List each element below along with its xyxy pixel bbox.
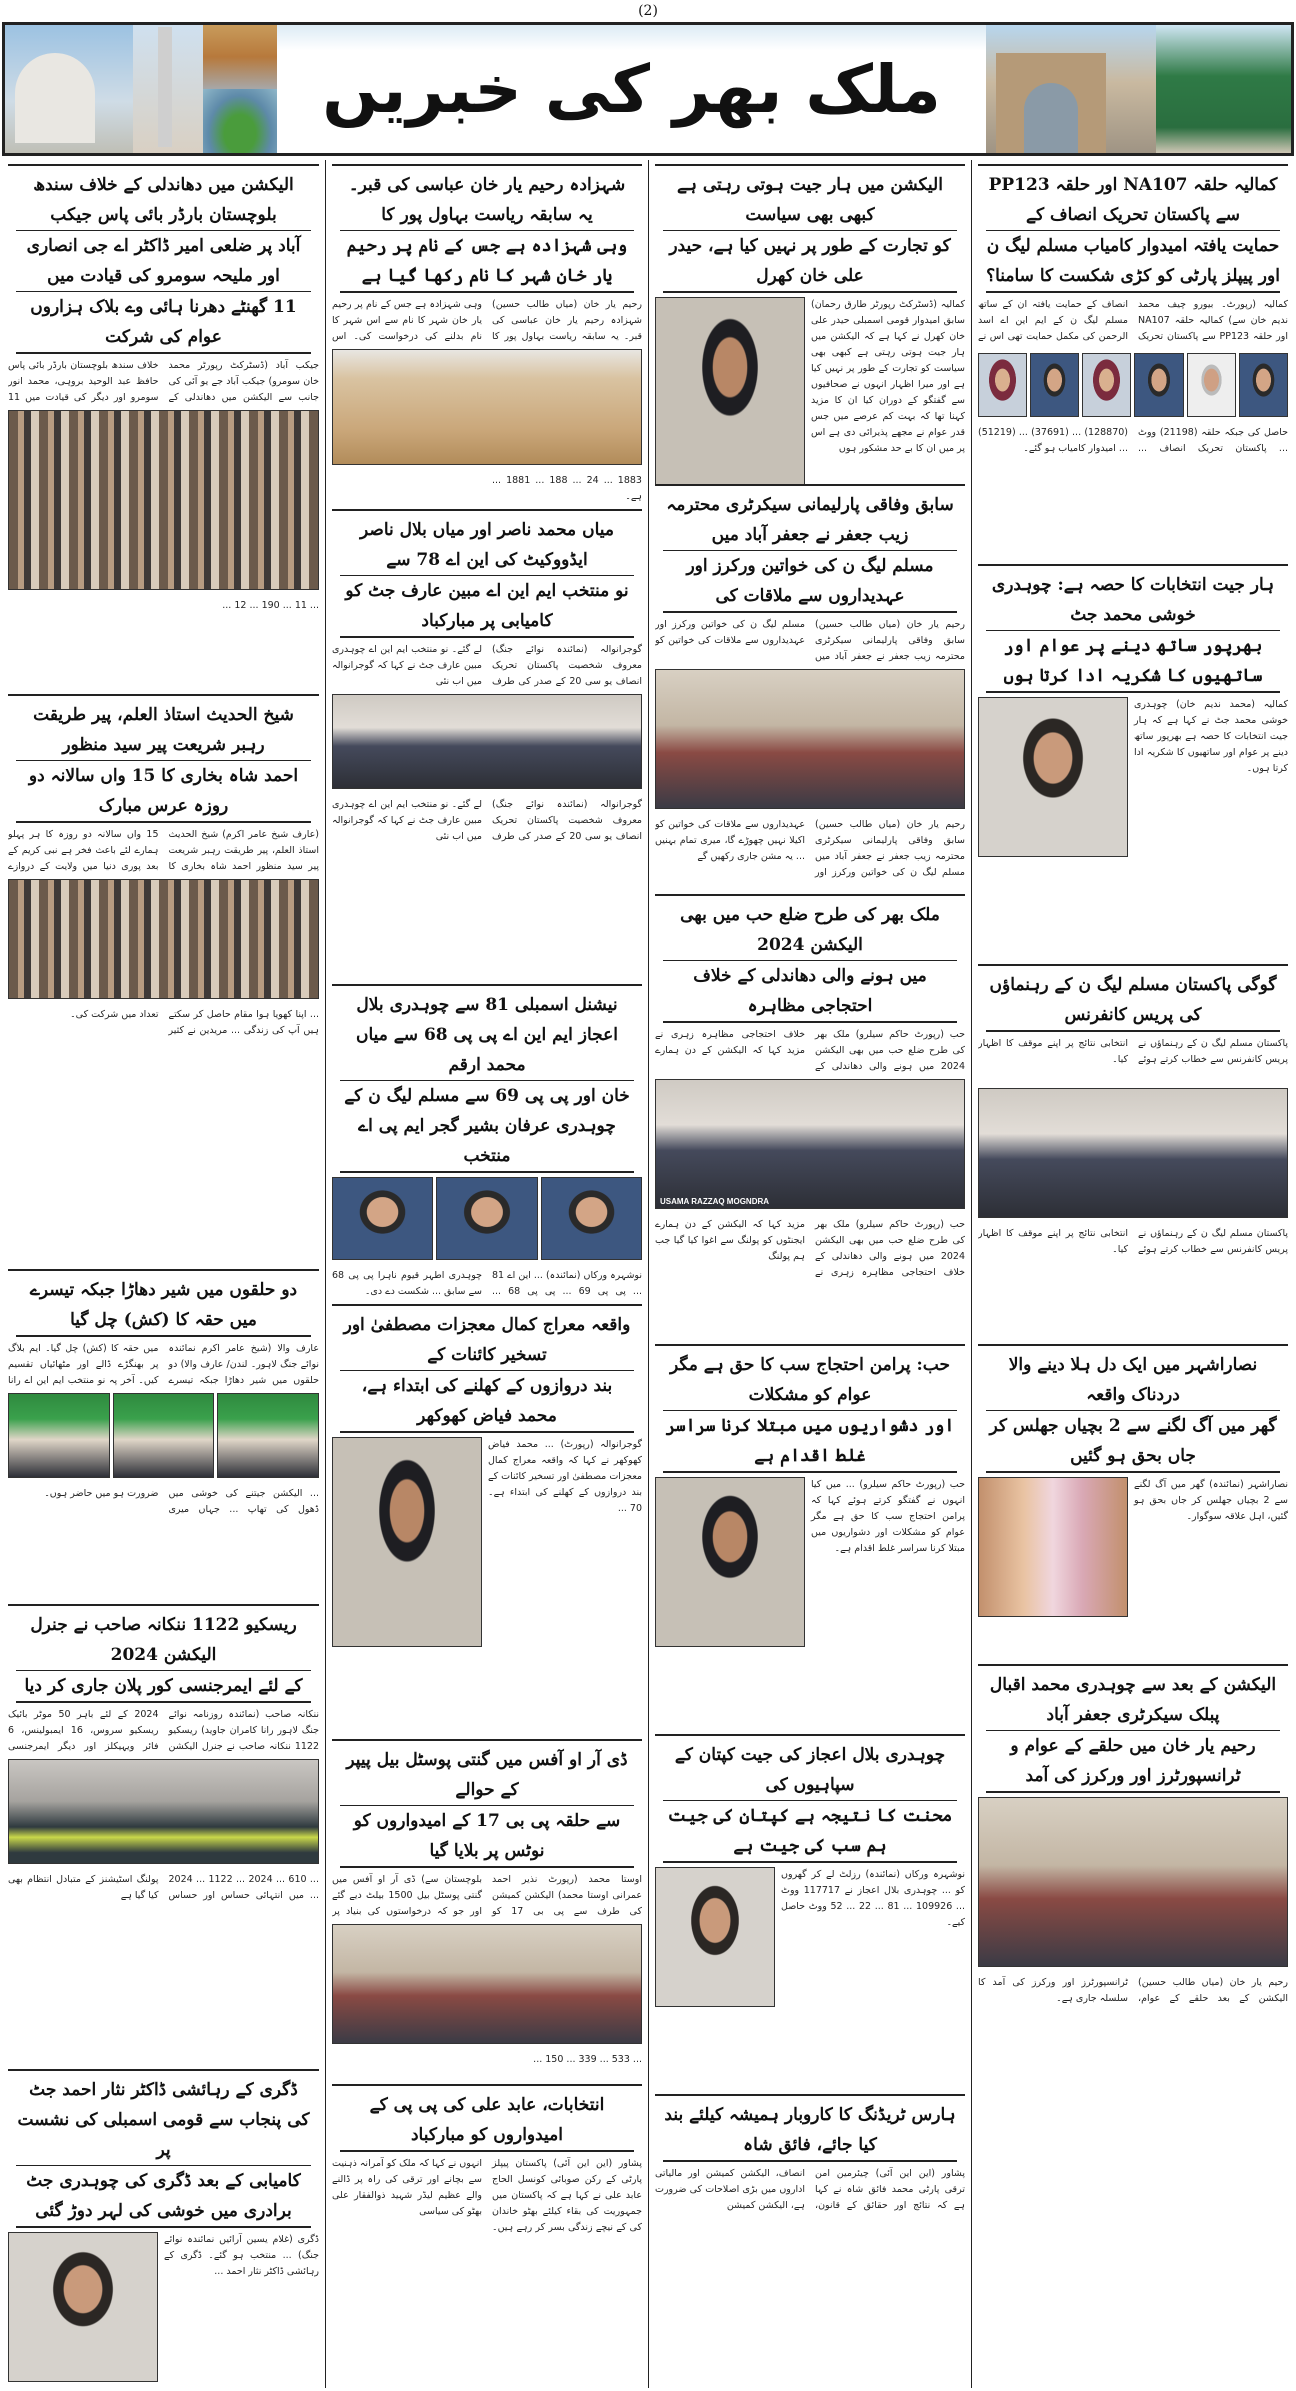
meeting-photo xyxy=(332,1924,642,2044)
story-body: رحیم یار خان (میاں طالب حسین) الیکشن کے بعد حلقے کے عوام، ٹرانسپورٹرز اور ورکرز کی آمد کا سلسلہ جاری ہے۔ xyxy=(978,1977,1288,2004)
story-body-continued: ... 11 ... 190 ... 12 ... xyxy=(222,600,319,611)
rescue-meeting-photo xyxy=(8,1759,319,1864)
story-body: عارف والا (شیخ عامر اکرم نمائندہ نوائے جنگ لاہور۔ لندن/ عارف والا) دو حلقوں میں شیر دھاڑا جبکہ تیسرے میں حقہ کا (کش) چل گیا۔ ایم بلاگ پر بھنگڑے ڈالے اور مٹھائیاں تقسیم کیں۔ آخر پہ نو منتخب ایم این اے رانا xyxy=(8,1343,319,1386)
story-chaudhry-iqbal[interactable] xyxy=(978,1664,1288,2384)
cricket-stadium-image xyxy=(203,89,277,153)
story-meraj[interactable] xyxy=(332,1304,642,1739)
mazar-e-quaid-image xyxy=(5,25,133,153)
minar-e-pakistan-image xyxy=(133,25,203,153)
story-body-continued: ... اپنا کھویا ہوا مقام حاصل کر سکتے ہیں آپ کی زندگی ... مریدین نے کثیر تعداد میں شرکت کی۔ xyxy=(70,1009,319,1036)
candidate-photo xyxy=(1082,353,1131,417)
lake-resort-image xyxy=(203,25,277,89)
story-rescue-1122[interactable] xyxy=(8,1604,319,2069)
story-body-continued: پاکستان مسلم لیگ ن کے رہنماؤں نے پریس کانفرنس سے خطاب کرتے ہوئے انتخابی نتائج پر اپنے موقف کا اظہار کیا۔ xyxy=(978,1228,1288,1255)
winner-photo xyxy=(332,1177,433,1260)
masthead xyxy=(2,22,1294,156)
portrait-photo xyxy=(655,1867,775,2007)
candidate-photo xyxy=(1239,353,1288,417)
headline: دو حلقوں میں شیر دھاڑا جبکہ تیسرے میں حقہ کا (کش) چل گیا xyxy=(8,1275,319,1337)
candidate-photo xyxy=(1030,353,1079,417)
headline: واقعہ معراج کمال معجزات مصطفیٰ اور تسخیر کائنات کے بند دروازوں کے کھلنے کی ابتداء ہے، محمد فیاض کھوکھر xyxy=(332,1310,642,1433)
story-body: ڈگری (غلام یسین آرائیں نمائندہ نوائے جنگ) ... منتخب ہو گئے۔ ڈگری کے رہائشی ڈاکٹر نثار احمد ... xyxy=(164,2234,319,2277)
story-body: ننکانہ صاحب (نمائندہ روزنامہ نوائے جنگ لاہور رانا کامران جاوید) ریسکیو 1122 ننکانہ صاحب نے جنرل الیکشن 2024 کے لئے باہر 50 موٹر بائیک ریسکیو سروس، 16 ایمبولینس، 6 فائر ویہیکلز اور دیگر ایمرجنسی xyxy=(8,1709,319,1752)
story-body-continued: ... 610 ... 2024 ... 1122 ... 2024 ... میں انتہائی حساس اور حساس پولنگ اسٹیشنز کے متبادل انتظام بھی کیا گیا ہے xyxy=(8,1874,319,1901)
story-arifwala-results[interactable] xyxy=(8,1269,319,1604)
story-khushi-muhammad-jatt[interactable] xyxy=(978,564,1288,964)
story-body: پاکستان مسلم لیگ ن کے رہنماؤں نے پریس کانفرنس سے خطاب کرتے ہوئے انتخابی نتائج پر اپنے موقف کا اظہار کیا۔ xyxy=(978,1038,1288,1065)
story-bilal-ijaz-victory[interactable] xyxy=(655,1734,965,2094)
story-body-continued: رحیم یار خان (میاں طالب حسین) سابق وفاقی پارلیمانی سیکرٹری محترمہ زیب جعفر نے جعفر آباد میں مسلم لیگ ن کی خواتین ورکرز اور عہدیداروں سے ملاقات کی خواتین کو اکیلا نہیں چھوڑے گا، میری تمام بہنیں ... یہ مشن جاری رکھیں گے xyxy=(655,819,965,878)
headline: نیشنل اسمبلی 81 سے چوہدری بلال اعجاز ایم این اے پی پی 68 سے میاں محمد ارقم خان اور پی پی 69 سے مسلم لیگ ن کے چوہدری عرفان بشیر گجر ایم پی اے منتخب xyxy=(332,990,642,1173)
group-photo xyxy=(978,1797,1288,1967)
headline: چوہدری بلال اعجاز کی جیت کپتان کے سپاہیوں کی محنت کا نتیجہ ہے کپتان کی جیت ہم سب کی جیت ہے xyxy=(655,1740,965,1863)
story-body: کمالیہ (محمد ندیم خان) چوہدری خوشی محمد جٹ نے کہا ہے کہ ہار جیت انتخابات کا حصہ ہے بھرپور ساتھ دینے پر عوام اور ساتھیوں کا شکریہ ادا کرتا ہوں۔ xyxy=(1134,699,1288,774)
page-number: (2) xyxy=(638,3,658,19)
column-right xyxy=(971,160,1294,2388)
candidate-photo xyxy=(1134,353,1183,417)
story-body-continued: 1883 ... 24 ... 188 ... 1881 ... ہے۔ xyxy=(492,475,642,502)
story-body: نوشہرہ ورکاں (نمائندہ) ... این اے 81 ... پی پی 69 ... پی پی 68 ... چوہدری اطہر قیوم ناہرا پی پی 68 سے سابق ... شکست دے دی۔ xyxy=(332,1270,642,1297)
grave-photo xyxy=(332,349,642,465)
headline: سابق وفاقی پارلیمانی سیکرٹری محترمہ زیب جعفر نے جعفر آباد میں مسلم لیگ ن کی خواتین ورکرز اور عہدیداروں سے ملاقات کی xyxy=(655,490,965,613)
headline: الیکشن میں ہار جیت ہوتی رہتی ہے کبھی بھی سیاست کو تجارت کے طور پر نہیں کیا ہے، حیدر علی خان کھرل xyxy=(655,170,965,293)
press-conference-photo xyxy=(978,1088,1288,1218)
candidate-photo xyxy=(1187,353,1236,417)
story-body: رحیم یار خان (میاں طالب حسین) شہزادہ رحیم یار خان عباسی کی قبر۔ یہ سابقہ ریاست بہاول پور کا وہی شہزادہ ہے جس کے نام پر رحیم یار خان شہر کا نام سے اس شہر کا نام بدلنے کی درخواست کی۔ اس xyxy=(332,299,642,342)
story-dr-nisar-ahmed-jatt[interactable] xyxy=(8,2069,319,2384)
story-urs-mubarak[interactable] xyxy=(8,694,319,1269)
children-photo xyxy=(978,1477,1128,1617)
story-hub-peaceful-protest[interactable] xyxy=(655,1344,965,1734)
headline: گوگی پاکستان مسلم لیگ ن کے رہنماؤں کی پریس کانفرنس xyxy=(978,970,1288,1032)
story-shahzada-rahim-yar-khan[interactable] xyxy=(332,164,642,509)
column-center-left xyxy=(325,160,648,2388)
column-left xyxy=(2,160,325,2388)
story-body-continued: گوجرانوالہ (نمائندہ نوائے جنگ) معروف شخصیت پاکستان تحریک انصاف یو سی 20 کے صدر کی طرف لے گئے۔ نو منتخب ایم این اے چوہدری مبین عارف جٹ نے کہا کہ گوجرانوالہ میں اب نئی xyxy=(332,799,642,842)
headline: شیخ الحدیث استاذ العلم، پیر طریقت رہبر شریعت پیر سید منظور احمد شاہ بخاری کا 15 واں سالانہ دو روزہ عرس مبارک xyxy=(8,700,319,823)
story-body: نوشہرہ ورکاں (نمائندہ) رزلٹ لے کر گھروں کو ... چوہدری بلال اعجاز نے 117717 ووٹ ... 109926 ... 81 ... 22 ... 52 ووٹ حاصل کیے۔ xyxy=(781,1869,965,1928)
headline: الیکشن کے بعد سے چوہدری محمد اقبال پبلک سیکرٹری جعفر آباد رحیم یار خان میں حلقے کے عوام و ٹرانسپورٹرز اور ورکرز کی آمد xyxy=(978,1670,1288,1793)
story-body-continued: ... الیکشن جیتنے کی خوشی میں ڈھول کی تھاپ ... جہاں میری ضرورت ہو میں حاضر ہوں۔ xyxy=(44,1488,319,1515)
headline: نصاراشہر میں ایک دل ہلا دینے والا دردناک واقعہ گھر میں آگ لگنے سے 2 بچیاں جھلس کر جاں بحق ہو گئیں xyxy=(978,1350,1288,1473)
celebration-photo xyxy=(113,1393,215,1478)
headline: الیکشن میں دھاندلی کے خلاف سندھ بلوچستان بارڈر بائی پاس جیکب آباد پر ضلعی امیر ڈاکٹر اے جی انصاری اور ملیحہ سومرو کی قیادت میں 11 گھنٹے دھرنا ہائی وے بلاک ہزاروں عوام کی شرکت xyxy=(8,170,319,354)
congratulations-photo xyxy=(332,694,642,789)
story-gogi-press-conference[interactable] xyxy=(978,964,1288,1344)
story-body: حب (رپورٹ حاکم سیلرو) ... میں کیا انہوں نے گفتگو کرتے ہوئے کہا کہ پرامن احتجاج سب کا حق ہے مگر عوام کو مشکلات اور دشواریوں میں مبتلا کرنا سراسر غلط اقدام ہے۔ xyxy=(811,1479,965,1554)
portrait-photo xyxy=(978,697,1128,857)
story-body: کمالیہ (رپورٹ۔ بیورو چیف محمد ندیم خان سے) کمالیہ حلقہ NA107 اور حلقہ PP123 سے پاکستان تحریک انصاف کے حمایت یافتہ ان کے ساتھ مسلم لیگ ن کے ایم این اے اسد الرحمن کی مکمل حمایت تھی اس نے xyxy=(978,299,1288,342)
women-meeting-photo xyxy=(655,669,965,809)
story-horse-trading[interactable] xyxy=(655,2094,965,2384)
headline: ریسکیو 1122 ننکانہ صاحب نے جنرل الیکشن 2024 کے لئے ایمرجنسی کور پلان جاری کر دیا xyxy=(8,1610,319,1703)
headline: ملک بھر کی طرح ضلع حب میں بھی الیکشن 2024 میں ہونے والی دھاندلی کے خلاف احتجاجی مظاہرہ xyxy=(655,900,965,1023)
celebration-photos xyxy=(8,1393,319,1478)
urs-collage-photo xyxy=(8,879,319,999)
headline: حب: پرامن احتجاج سب کا حق ہے مگر عوام کو مشکلات اور دشواریوں میں مبتلا کرنا سراسر غلط اقدام ہے xyxy=(655,1350,965,1473)
winner-photo xyxy=(436,1177,537,1260)
headline: ہار جیت انتخابات کا حصہ ہے: چوہدری خوشی محمد جٹ بھرپور ساتھ دینے پر عوام اور ساتھیوں کا شکریہ ادا کرتا ہوں xyxy=(978,570,1288,693)
story-body: کمالیہ (ڈسٹرکٹ رپورٹر طارق رحمان) سابق امیدوار قومی اسمبلی حیدر علی خان کھرل نے کہا ہے کہ الیکشن میں ہار جیت ہوتی رہتی ہے کبھی بھی سیاست کو تجارت کے طور پر نہیں کیا ہے اور میرا اظہار انہوں نے صحافیوں سے گفتگو کے دوران کیا ان کا مزید کہنا تھا کہ بہت کم عرصے میں جس قدر عوام نے مجھے پذیرائی دی ہے اس پر میں ان کا بے حد مشکور ہوں xyxy=(811,299,965,454)
story-body: جیکب آباد (ڈسٹرکٹ رپورٹر محمد خان سومرو) جیکب آباد جے یو آئی کی جانب سے الیکشن میں دھاندلی کے خلاف سندھ بلوچستان بارڈر بائی پاس حافظ عبد الوحید بروہی، محمد انور سومرو اور دیگر کی قیادت میں 11 xyxy=(8,360,319,403)
section-title: ملک بھر کی خبریں xyxy=(322,50,941,128)
headline: میاں محمد ناصر اور میاں بلال ناصر ایڈووکیٹ کی این اے 78 سے نو منتخب ایم این اے مبین عارف جٹ کو کامیابی پر مبارکباد xyxy=(332,515,642,638)
story-na81-results[interactable] xyxy=(332,984,642,1304)
story-body: پشاور (این این آئی) پاکستان پیپلز پارٹی کے رکن صوبائی کونسل الحاج عابد علی نے کہا ہے کہ پاکستان میں جمہوریت کی بقاء کیلئے بھٹو خاندان کی کے نیچے زندگی بسر کر رہے ہیں۔ انہوں نے کہا کہ ملک کو آمرانہ ذہنیت سے بچانے اور ترقی کی راہ پر ڈالنے والے عظیم لیڈر شہید ذوالفقار علی بھٹو کی سیاسی xyxy=(332,2158,642,2233)
candidate-photo xyxy=(978,353,1027,417)
story-mubeen-arif-jatt[interactable] xyxy=(332,509,642,984)
winner-photos xyxy=(332,1177,642,1260)
news-columns xyxy=(2,160,1294,2388)
winner-photo xyxy=(541,1177,642,1260)
portrait-photo xyxy=(332,1437,482,1647)
story-kamalia-na107-pp123[interactable] xyxy=(978,164,1288,564)
story-body: رحیم یار خان (میاں طالب حسین) سابق وفاقی پارلیمانی سیکرٹری محترمہ زیب جعفر نے جعفر آباد میں مسلم لیگ ن کی خواتین ورکرز اور عہدیداروں سے ملاقات کی خواتین کو xyxy=(655,619,965,662)
headline: ڈگری کے رہائشی ڈاکٹر نثار احمد جٹ کی پنجاب سے قومی اسمبلی کی نشست پر کامیابی کے بعد ڈگری کی چوہدری جٹ برادری میں خوشی کی لہر دوڑ گئی xyxy=(8,2075,319,2228)
story-body-continued: حاصل کی جبکہ حلقہ (21198) ووٹ ... پاکستان تحریک انصاف ... (128870) ... (37691) ... (51219) ... امیدوار کامیاب ہو گئے۔ xyxy=(978,427,1288,454)
column-center-right xyxy=(648,160,971,2388)
portrait-photo xyxy=(655,1477,805,1647)
headline: کمالیہ حلقہ NA107 اور حلقہ PP123 سے پاکستان تحریک انصاف کے حمایت یافتہ امیدوار کامیاب مسلم لیگ ن اور پیپلز پارٹی کو کڑی شکست کا سامنا؟ xyxy=(978,170,1288,293)
story-body: اوستا محمد (رپورٹ نذیر احمد عمرانی اوستا محمد) الیکشن کمیشن کی طرف سے پی بی 17 کو بلوچستان سے) ڈی آر او آفس میں گنتی پوسٹل بیل 1500 بیلٹ دیے گئے اور جو کہ درخواستوں کی بنیاد پر xyxy=(332,1874,642,1917)
story-body-continued: حب (رپورٹ حاکم سیلرو) ملک بھر کی طرح ضلع حب میں بھی الیکشن 2024 میں ہونے والی دھاندلی کے خلاف احتجاجی مظاہرہ زہری نے مزید کہا کہ الیکشن کے دن ہمارے ایجنٹوں کو پولنگ سے اغوا کیا گیا جب ہم پولنگ xyxy=(655,1219,965,1278)
story-body: نصاراشہر (نمائندہ) گھر میں آگ لگنے سے 2 بچیاں جھلس کر جاں بحق ہو گئیں، اہل علاقہ سوگوار۔ xyxy=(1134,1479,1288,1522)
headline: ہارس ٹریڈنگ کا کاروبار ہمیشہ کیلئے بند کیا جائے، فائق شاہ xyxy=(655,2100,965,2162)
candidate-photos xyxy=(978,353,1288,417)
story-body: گوجرانوالہ (رپورٹ) ... محمد فیاض کھوکھر نے کہا کہ واقعہ معراج کمال معجزات مصطفیٰ اور تسخیر کائنات کے بند دروازوں کے کھلنے کی ابتداء ہے۔ 70 ... xyxy=(488,1439,642,1514)
celebration-photo xyxy=(217,1393,319,1478)
story-body: حب (رپورٹ حاکم سیلرو) ملک بھر کی طرح ضلع حب میں بھی الیکشن 2024 میں ہونے والی دھاندلی کے خلاف احتجاجی مظاہرہ زہری نے مزید کہا کہ الیکشن کے دن ہمارے xyxy=(655,1029,965,1072)
story-zeb-jafar[interactable] xyxy=(655,484,965,894)
story-dro-office-pb17[interactable] xyxy=(332,1739,642,2084)
headline: ڈی آر او آفس میں گنتی پوسٹل بیل پیپر کے حوالے سے حلقہ پی بی 17 کے امیدواروں کو نوٹس پر بلایا گیا xyxy=(332,1745,642,1868)
headline: انتخابات، عابد علی کی پی پی کے امیدواروں کو مبارکباد xyxy=(332,2090,642,2152)
story-body-continued: ... 533 ... 339 ... 150 ... xyxy=(533,2054,642,2065)
story-house-fire[interactable] xyxy=(978,1344,1288,1664)
story-jacobabad-sit-in[interactable] xyxy=(8,164,319,694)
story-hub-protest[interactable] xyxy=(655,894,965,1344)
bab-e-khyber-gate-image xyxy=(986,25,1156,153)
story-abid-ali-ppp[interactable] xyxy=(332,2084,642,2384)
green-colonial-building-image xyxy=(1156,25,1291,153)
story-body: گوجرانوالہ (نمائندہ نوائے جنگ) معروف شخصیت پاکستان تحریک انصاف یو سی 20 کے صدر کی طرف لے گئے۔ نو منتخب ایم این اے چوہدری مبین عارف جٹ نے کہا کہ گوجرانوالہ میں اب نئی xyxy=(332,644,642,687)
crowd-photo xyxy=(8,410,319,590)
story-body: (عارف شیخ عامر اکرم) شیخ الحدیث استاذ العلم، پیر طریقت رہبر شریعت پیر سید منظور احمد شاہ بخاری کا 15 واں سالانہ دو روزہ کا ہر پہلو ہمارے لئے باعث فخر ہے نبی کریم کے بعد پوری دنیا میں ولایت کے دروازے xyxy=(8,829,319,872)
story-body: پشاور (این این آئی) چیئرمین امن ترقی پارٹی محمد فائق شاہ نے کہا ہے کہ نتائج اور حقائق کے قانون، انصاف، الیکشن کمیشن اور مالیاتی اداروں میں بڑی اصلاحات کی ضرورت ہے، الیکشن کمیشن xyxy=(655,2168,965,2211)
headline: شہزادہ رحیم یار خان عباسی کی قبر۔ یہ سابقہ ریاست بہاول پور کا وہی شہزادہ ہے جس کے نام پر رحیم یار خان شہر کا نام رکھا گیا ہے xyxy=(332,170,642,293)
photo-caption: USAMA RAZZAQ MOGNDRA xyxy=(660,1197,770,1206)
portrait-photo xyxy=(655,297,805,484)
protest-photo xyxy=(655,1079,965,1209)
story-haider-ali-kharal[interactable] xyxy=(655,164,965,484)
celebration-photo xyxy=(8,1393,110,1478)
portrait-photo xyxy=(8,2232,158,2382)
